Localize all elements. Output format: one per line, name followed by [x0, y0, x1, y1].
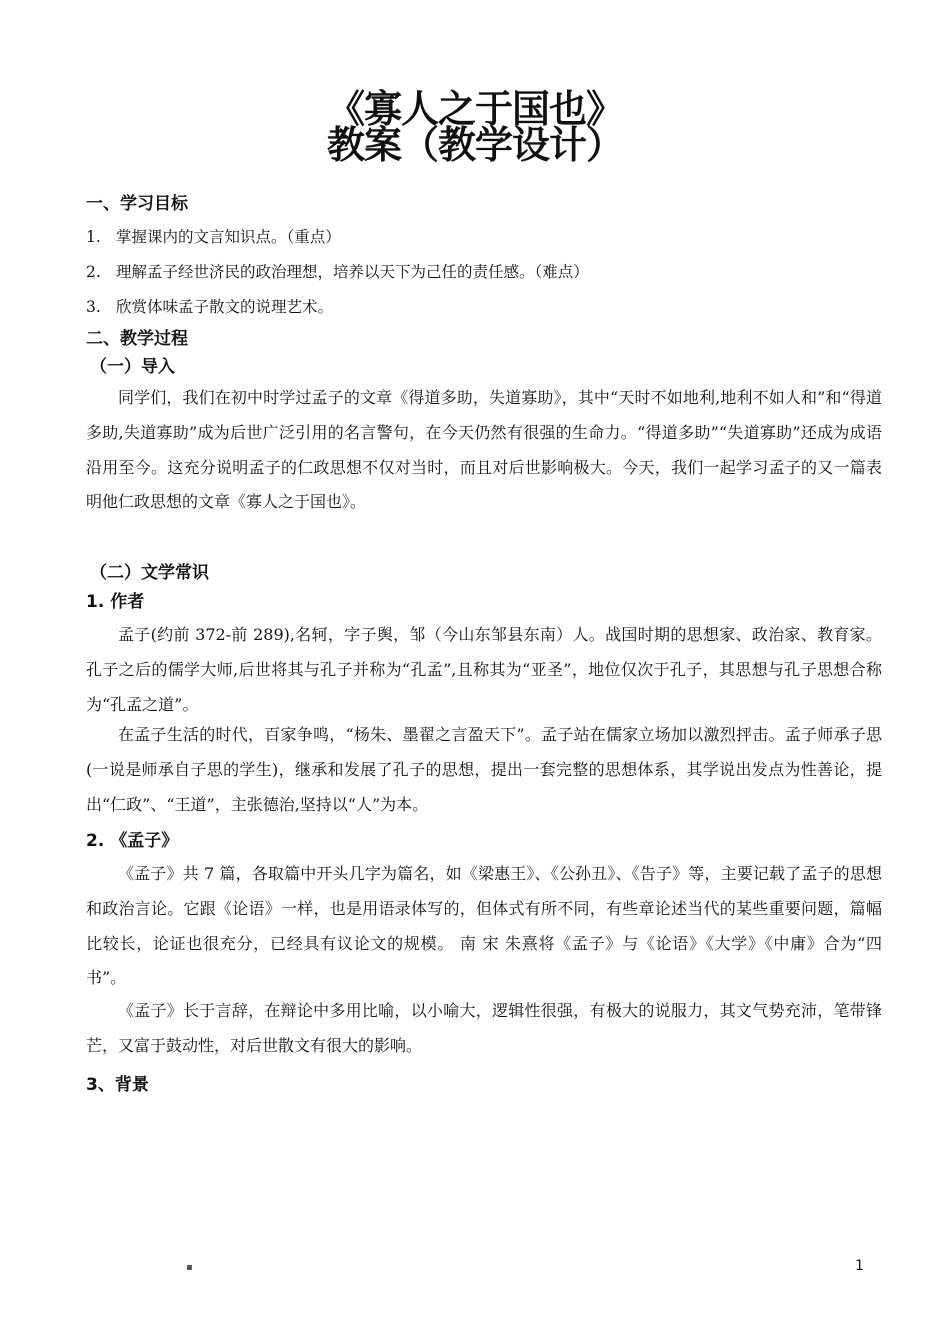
objective-item [86, 261, 876, 283]
document-title-line2: 教案（教学设计） [326, 123, 623, 167]
document-title-line1: 《寡人之于国也》 [326, 87, 623, 131]
intro-paragraph: 同学们，我们在初中时学过孟子的文章《得道多助，失道寡助》，其中“天时不如地利,地利不如人和”和“得道多助,失道寡助”成为后世广泛引用的名言警句，在今天仍然有很强的生命力。“得道多助”“失道寡助”还成为成语沿用至今。这充分说明孟子的仁政思想不仅对当时，而且对后世影响极大。今天，我们一起学习孟子的又一篇表明他仁政思想的文章《寡人之于国也》。 [86, 388, 882, 512]
objective-text: 理解孟子经世济民的政治理想，培养以天下为己任的责任感。（难点） [116, 263, 589, 281]
book-paragraph: 《孟子》长于言辞，在辩论中多用比喻，以小喻大，逻辑性很强，有极大的说服力，其文气势充沛，笔带锋芒，又富于鼓动性，对后世散文有很大的影响。 [86, 1001, 882, 1055]
book-heading: 2. 《孟子》 [86, 831, 179, 851]
subsection-heading-literature: （二）文学常识 [90, 563, 209, 583]
page-number: 1 [855, 1258, 864, 1274]
author-heading: 1. 作者 [86, 592, 145, 612]
objective-number: 3. [86, 298, 101, 316]
subsection-heading-intro: （一）导入 [90, 357, 175, 377]
objective-number: 1. [86, 228, 101, 246]
author-paragraph: 在孟子生活的时代，百家争鸣，“杨朱、墨翟之言盈天下”。孟子站在儒家立场加以激烈抨击。孟子师承子思(一说是师承自子思的学生)，继承和发展了孔子的思想，提出一套完整的思想体系，其学说出发点为性善论，提出“仁政”、“王道”，主张德治,坚持以“人”为本。 [86, 725, 882, 814]
objective-text: 掌握课内的文言知识点。（重点） [116, 228, 341, 246]
objective-item [86, 296, 876, 318]
footer-dot: ▪ [186, 1262, 193, 1273]
objective-number: 2. [86, 263, 101, 281]
author-paragraph: 孟子(约前 372-前 289),名轲，字子舆，邹（今山东邹县东南）人。战国时期的思想家、政治家、教育家。孔子之后的儒学大师,后世将其与孔子并称为“孔孟”,且称其为“亚圣”，地位仅次于孔子，其思想与孔子思想合称为“孔孟之道”。 [86, 625, 882, 714]
book-paragraph: 《孟子》共 7 篇，各取篇中开头几字为篇名，如《梁惠王》、《公孙丑》、《告子》等，主要记载了孟子的思想和政治言论。它跟《论语》一样，也是用语录体写的，但体式有所不同，有些章论述当代的某些重要问题，篇幅比较长，论证也很充分，已经具有议论文的规模。 南 宋 朱熹将《孟子》与《论语》《大学》《中庸》合为“四书”。 [86, 864, 882, 988]
section-heading-objectives: 一、学习目标 [86, 194, 188, 214]
objective-text: 欣赏体味孟子散文的说理艺术。 [116, 298, 334, 316]
section-heading-process: 二、教学过程 [86, 329, 188, 349]
background-heading: 3、背景 [86, 1075, 149, 1095]
objective-item [86, 226, 876, 248]
